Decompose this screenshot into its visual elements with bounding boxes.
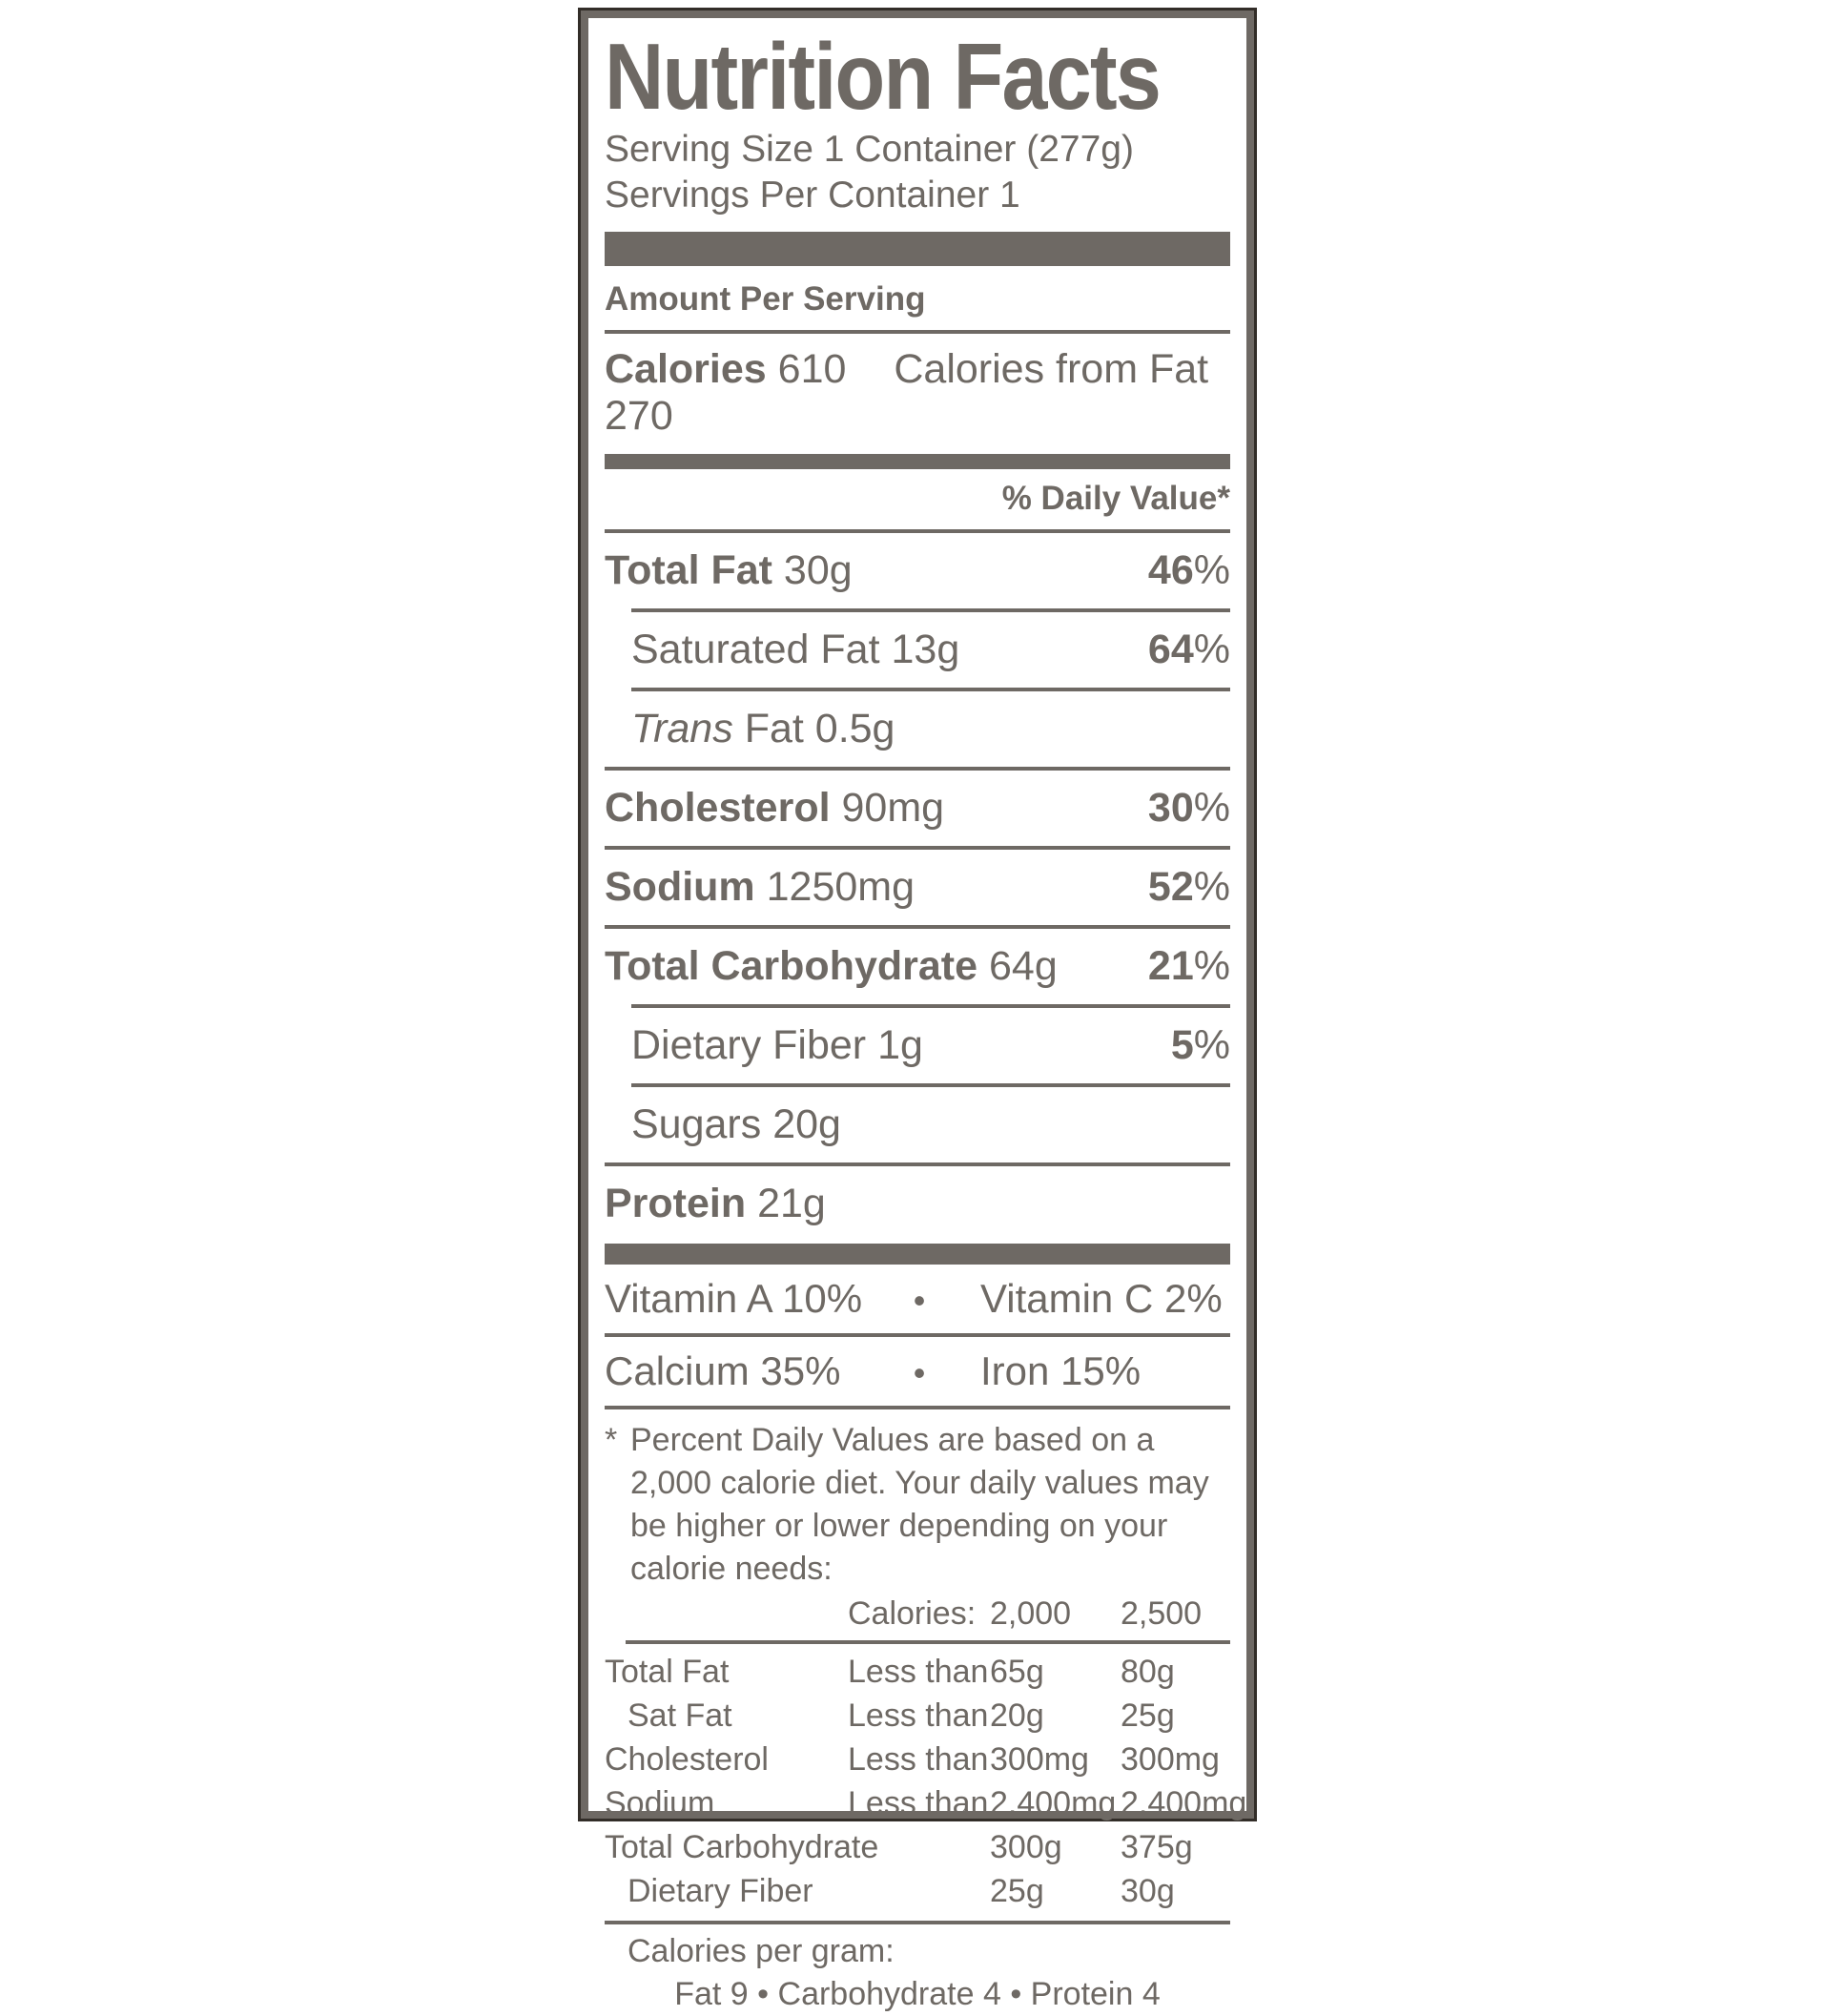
nutrient-row-sodium — [605, 850, 1230, 925]
nutrient-name-amount — [631, 706, 895, 752]
calories-per-gram-label: Calories per gram: — [627, 1932, 895, 1969]
footnote-bottom-divider — [605, 1921, 1230, 1924]
nutrient-name: Total Carbohydrate — [605, 942, 978, 989]
nutrient-name: Cholesterol — [605, 784, 831, 831]
label-title: Nutrition Facts — [605, 24, 1161, 129]
nutrient-row-sugars — [605, 1087, 1230, 1162]
calories-value: 610 — [777, 345, 847, 392]
column-2000: 2,000 — [990, 1594, 1072, 1632]
thick-divider-top — [605, 232, 1230, 266]
nutrient-name-amount — [631, 1101, 841, 1148]
calories-column-label: Calories: — [848, 1594, 977, 1632]
footnote-table-header — [605, 1592, 1230, 1635]
daily-value-cell — [1148, 547, 1230, 594]
percent-sign: % — [1193, 546, 1230, 593]
column-2500: 2,500 — [1121, 1594, 1203, 1632]
calories-from-fat-label: Calories from Fat — [894, 345, 1209, 392]
row-value-2500: 80g — [1121, 1653, 1175, 1690]
footnote-asterisk: * — [605, 1421, 618, 1458]
row-name: Sat Fat — [627, 1697, 732, 1734]
footnote-table-row-total-fat — [605, 1650, 1230, 1694]
calories-label: Calories — [605, 345, 767, 392]
calcium-value: Calcium 35% — [605, 1347, 841, 1393]
nutrient-row-protein — [605, 1166, 1230, 1242]
thick-divider-calories — [605, 454, 1230, 469]
row-value-2500: 30g — [1121, 1872, 1175, 1909]
row-name: Dietary Fiber — [627, 1872, 813, 1909]
percent-sign: % — [1193, 863, 1230, 910]
footnote-table-row-dietary-fiber — [605, 1869, 1230, 1913]
bullet-separator: • — [913, 1280, 926, 1320]
label-inner-frame — [581, 10, 1254, 2012]
daily-value-cell — [1148, 627, 1230, 673]
row-value-2000: 300g — [990, 1828, 1062, 1865]
nutrient-amount: 0.5g — [814, 705, 895, 751]
thick-divider-vitamins — [605, 1244, 1230, 1265]
footnote-table-row-sodium — [605, 1781, 1247, 1825]
nutrient-name-amount — [605, 785, 944, 832]
nutrient-amount: 1g — [877, 1021, 923, 1068]
nutrient-amount: 20g — [772, 1101, 841, 1147]
dv-number: 52 — [1147, 863, 1194, 910]
nutrient-amount: 90mg — [841, 784, 945, 831]
percent-sign: % — [1193, 784, 1230, 831]
nutrient-row-saturated-fat — [605, 612, 1230, 688]
row-qualifier: Less than — [848, 1740, 989, 1778]
row-value-2000: 20g — [990, 1697, 1044, 1734]
nutrient-name: Fat — [744, 705, 804, 751]
row-value-2500: 375g — [1121, 1828, 1193, 1865]
servings-per-container-text: Servings Per Container 1 — [605, 174, 1020, 216]
calories-row — [605, 334, 1230, 454]
row-name: Total Fat — [605, 1653, 730, 1690]
nutrient-amount: 64g — [988, 942, 1058, 989]
nutrient-name: Saturated Fat — [631, 626, 880, 672]
row-name: Cholesterol — [605, 1740, 769, 1778]
percent-sign: % — [1193, 1021, 1230, 1068]
footnote-divider — [626, 1640, 1230, 1644]
nutrient-row-cholesterol — [605, 771, 1230, 846]
dv-number: 64 — [1147, 626, 1194, 672]
row-qualifier: Less than — [848, 1697, 989, 1734]
vitamin-row-2 — [605, 1337, 1230, 1406]
percent-sign: % — [1193, 942, 1230, 989]
daily-values-footnote — [605, 1409, 1230, 1591]
nutrient-name: Sodium — [605, 863, 755, 910]
row-value-2000: 25g — [990, 1872, 1044, 1909]
daily-value-cell — [1148, 864, 1230, 911]
footnote-table-row-sat-fat — [605, 1694, 1230, 1738]
nutrient-row-total-carbohydrate — [605, 929, 1230, 1004]
percent-sign: % — [1193, 626, 1230, 672]
row-value-2500: 300mg — [1121, 1740, 1220, 1778]
serving-size-text: Serving Size 1 Container (277g) — [605, 128, 1134, 170]
row-value-2000: 65g — [990, 1653, 1044, 1690]
row-qualifier: Less than — [848, 1784, 989, 1821]
nutrient-name-amount — [605, 943, 1058, 990]
nutrient-name-italic: Trans — [631, 705, 733, 751]
daily-value-cell — [1148, 785, 1230, 832]
nutrient-name: Protein — [605, 1180, 747, 1226]
daily-value-cell — [1171, 1022, 1230, 1069]
nutrient-name: Total Fat — [605, 546, 772, 593]
nutrient-name: Sugars — [631, 1101, 762, 1147]
daily-value-cell — [1148, 943, 1230, 990]
daily-value-header: % Daily Value* — [1001, 479, 1230, 517]
footnote-table-row-total-carbohydrate — [605, 1825, 1230, 1869]
row-value-2500: 25g — [1121, 1697, 1175, 1734]
nutrient-name-amount — [631, 1022, 923, 1069]
nutrition-facts-label — [578, 8, 1257, 2012]
nutrient-row-total-fat — [605, 533, 1230, 608]
row-name: Sodium — [605, 1784, 715, 1821]
nutrient-amount: 1250mg — [766, 863, 916, 910]
calories-from-fat-value: 270 — [605, 392, 673, 439]
dv-number: 30 — [1147, 784, 1194, 831]
dv-number: 5 — [1170, 1021, 1194, 1068]
row-value-2000: 300mg — [990, 1740, 1089, 1778]
nutrient-amount: 30g — [783, 546, 853, 593]
calories-per-gram-values: Fat 9 • Carbohydrate 4 • Protein 4 — [674, 1975, 1161, 2012]
nutrient-row-trans-fat — [605, 691, 1230, 767]
amount-per-serving-header: Amount Per Serving — [605, 279, 926, 318]
nutrient-name-amount — [605, 1181, 826, 1227]
dv-number: 46 — [1147, 546, 1194, 593]
nutrient-name-amount — [605, 864, 915, 911]
row-name: Total Carbohydrate — [605, 1828, 879, 1865]
iron-value: Iron 15% — [980, 1347, 1142, 1393]
empty-cell — [605, 1592, 848, 1635]
row-value-2000: 2,400mg — [990, 1784, 1117, 1821]
footnote-text: Percent Daily Values are based on a 2,000 calorie diet. Your daily values may be higher or lower depending on your calorie needs: — [630, 1421, 1209, 1587]
nutrient-amount: 21g — [757, 1180, 826, 1226]
row-qualifier: Less than — [848, 1653, 989, 1690]
row-value-2500: 2,400mg — [1121, 1784, 1247, 1821]
dv-number: 21 — [1147, 942, 1194, 989]
nutrient-amount: 13g — [891, 626, 960, 672]
bullet-separator: • — [913, 1352, 926, 1392]
vitamin-row-1 — [605, 1265, 1230, 1333]
nutrient-name-amount — [605, 547, 853, 594]
nutrient-name-amount — [631, 627, 959, 673]
footnote-table-row-cholesterol — [605, 1738, 1230, 1781]
nutrient-row-dietary-fiber — [605, 1008, 1230, 1083]
nutrient-name: Dietary Fiber — [631, 1021, 867, 1068]
vitamin-a-value: Vitamin A 10% — [605, 1275, 863, 1321]
vitamin-c-value: Vitamin C 2% — [980, 1275, 1223, 1321]
